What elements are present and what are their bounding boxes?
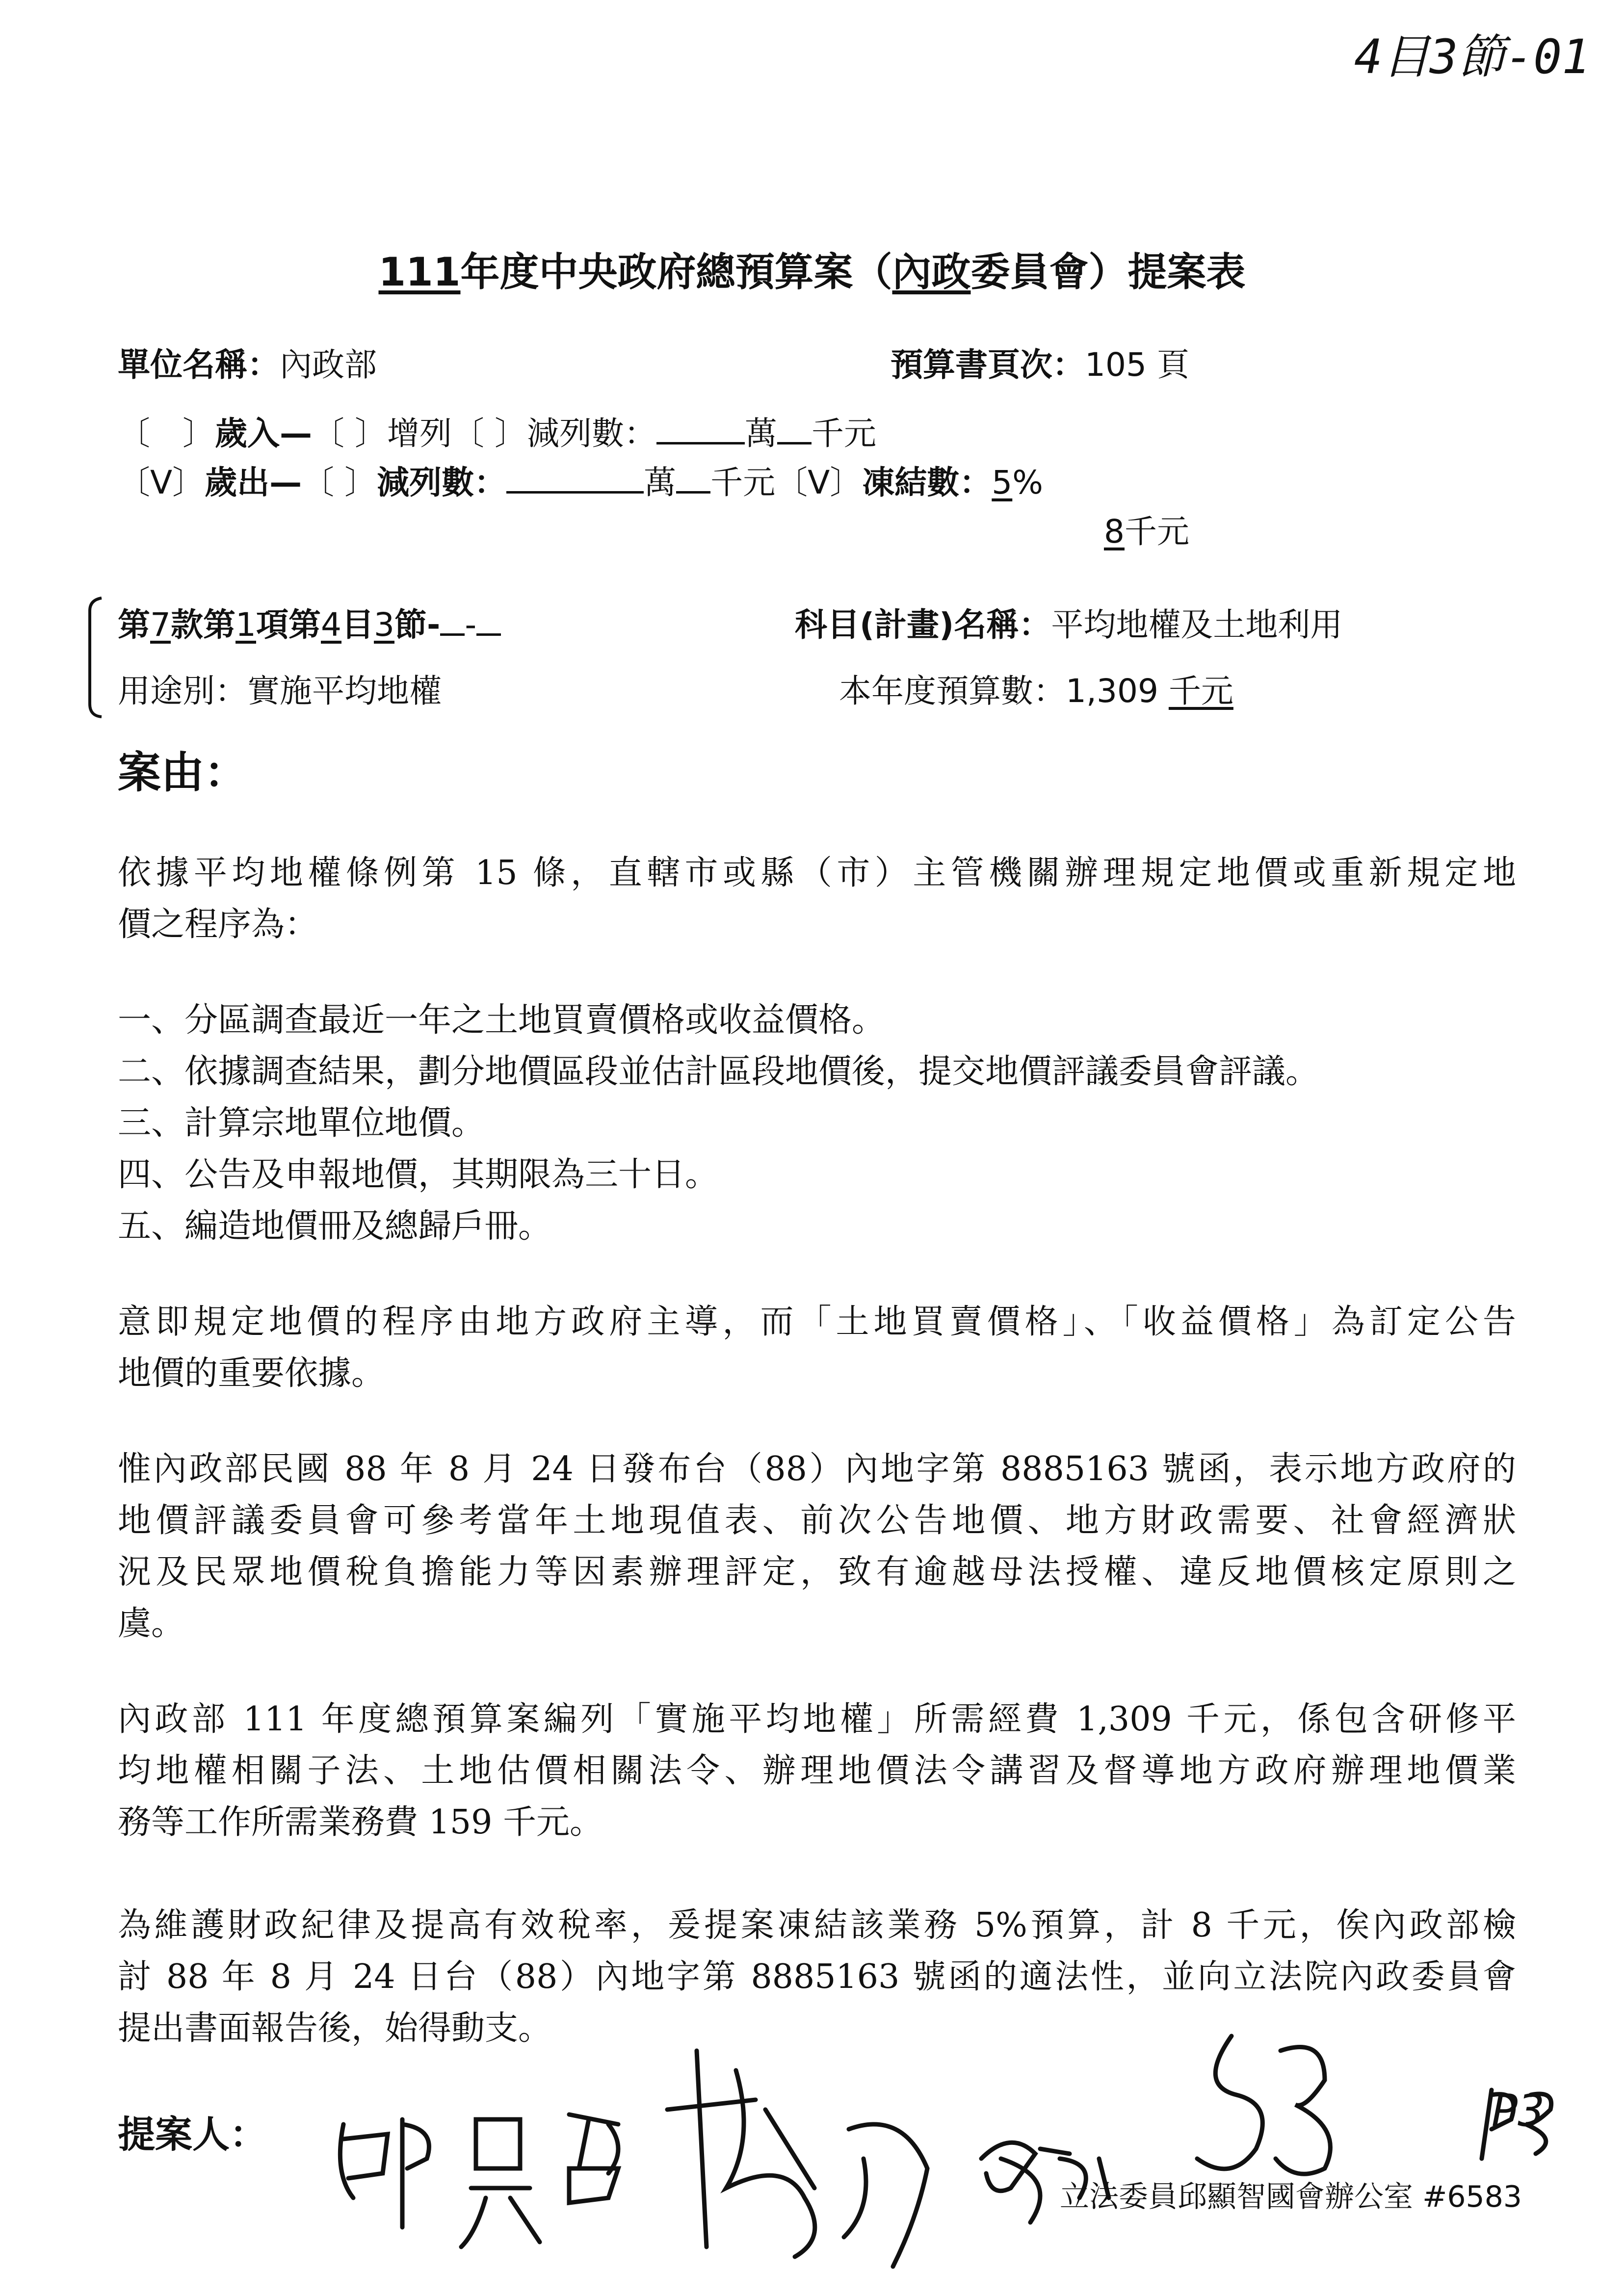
freeze-amount-value: 8: [1104, 513, 1125, 550]
handwritten-reference: 4目3節-01: [1354, 29, 1590, 84]
freeze-label: 凍結數：: [862, 464, 992, 501]
subject-label: 科目(計畫)名稱：: [795, 606, 1051, 644]
paragraph-line: 虞。: [118, 1604, 185, 1643]
paragraph-line: 價之程序為：: [118, 905, 318, 944]
unit-qian: 千元: [811, 415, 876, 452]
item-jie: 3: [374, 606, 394, 644]
reason-heading: 案由：: [118, 747, 248, 798]
freeze-amount-unit: 千元: [1125, 513, 1189, 550]
item-text: 項第: [256, 606, 321, 644]
item-text: 目: [341, 606, 374, 644]
item-kuan: 7: [150, 606, 171, 644]
usage-value: 實施平均地權: [247, 672, 442, 710]
item-text: 第: [118, 606, 150, 644]
unit-wan: 萬: [644, 464, 677, 501]
paragraph-line: 依據平均地權條例第 15 條，直轄市或縣（市）主管機關辦理規定地價或重新規定地: [118, 854, 1516, 892]
expense-label: 歲出—: [205, 464, 302, 501]
paragraph-line: 地價評議委員會可參考當年土地現值表、前次公告地價、地方財政需要、社會經濟狀: [118, 1501, 1516, 1540]
decrease-label: 減列數：: [377, 464, 507, 501]
page-mark: P3: [1492, 2085, 1545, 2137]
budget-page-value: 105 頁: [1085, 346, 1189, 384]
office-stamp: 立法委員邱顯智國會辦公室 #6583: [1060, 2180, 1522, 2214]
freeze-amount: [1104, 505, 1189, 552]
paragraph-line: 內政部 111 年度總預算案編列「實施平均地權」所需經費 1,309 千元，係包含研修平: [118, 1700, 1516, 1739]
bracket: [86, 596, 105, 719]
paragraph-line: 討 88 年 8 月 24 日台（88）內地字第 8885163 號函的適法性，並向立法院內政委員會: [118, 1957, 1516, 1996]
freeze-checkbox: 〔V〕: [775, 464, 863, 501]
paragraph-line: 三、計算宗地單位地價。: [118, 1104, 485, 1143]
expense-row: [118, 456, 1043, 503]
increase-label: 增列: [387, 415, 452, 452]
annual-budget-label: 本年度預算數：: [839, 672, 1066, 710]
revenue-label: 歲入—: [215, 415, 312, 452]
item-xiang: 1: [236, 606, 256, 644]
paragraph-line: 四、公告及申報地價，其期限為三十日。: [118, 1155, 719, 1194]
signatures: [314, 2011, 1590, 2296]
title-part: 年度中央政府總預算案（: [460, 249, 892, 295]
revenue-checkbox: 〔 〕: [118, 415, 215, 452]
usage-label: 用途別：: [118, 672, 247, 710]
unit-qian: 千元: [710, 464, 776, 501]
budget-item-code: [118, 599, 501, 645]
subject-name: [795, 599, 1342, 645]
decrease-checkbox: 〔 〕: [302, 464, 377, 501]
title-part: 委員會）提案表: [970, 249, 1246, 295]
paragraph-line: 為維護財政紀律及提高有效稅率，爰提案凍結該業務 5%預算，計 8 千元，俟內政部檢: [118, 1906, 1516, 1945]
page-title: [0, 240, 1624, 297]
annual-budget-unit: 千元: [1168, 672, 1233, 710]
item-mu: 4: [321, 606, 341, 644]
paragraph-line: 況及民眾地價稅負擔能力等因素辦理評定，致有逾越母法授權、違反地價核定原則之: [118, 1553, 1516, 1592]
annual-budget-value: 1,309: [1066, 672, 1158, 710]
unit-value: 內政部: [280, 346, 377, 384]
paragraph-line: 均地權相關子法、土地估價相關法令、辦理地價法令講習及督導地方政府辦理地價業: [118, 1751, 1516, 1790]
item-text: 款第: [171, 606, 236, 644]
paragraph-line: 五、編造地價冊及總歸戶冊。: [118, 1207, 552, 1246]
blank-field: [656, 413, 745, 444]
proposer-label: 提案人：: [118, 2113, 267, 2156]
blank-field: [506, 462, 644, 494]
paragraph-line: 地價的重要依據。: [118, 1354, 385, 1393]
item-text: 節-: [394, 606, 441, 644]
budget-page: [891, 339, 1189, 385]
usage: [118, 665, 442, 711]
paragraph-line: 務等工作所需業務費 159 千元。: [118, 1803, 603, 1842]
paragraph-line: 二、依據調查結果，劃分地價區段並估計區段地價後，提交地價評議委員會評議。: [118, 1052, 1319, 1091]
title-year: 111: [378, 249, 461, 295]
paragraph-line: 提出書面報告後，始得動支。: [118, 2009, 552, 2048]
decrease-label: 減列數：: [526, 415, 656, 452]
increase-checkbox: 〔 〕: [312, 415, 387, 452]
unit-name: [118, 339, 377, 385]
revenue-row: [118, 407, 876, 454]
budget-page-label: 預算書頁次：: [891, 346, 1085, 384]
paragraph-line: 一、分區調查最近一年之土地買賣價格或收益價格。: [118, 1001, 886, 1040]
blank-field: [440, 604, 465, 636]
unit-wan: 萬: [744, 415, 777, 452]
paragraph-line: 惟內政部民國 88 年 8 月 24 日發布台（88）內地字第 8885163 號函，表示地方政府的: [118, 1450, 1516, 1488]
freeze-percent: 5: [992, 464, 1013, 501]
unit-label: 單位名稱：: [118, 346, 280, 384]
annual-budget: [839, 665, 1233, 711]
title-committee: 內政: [892, 249, 971, 295]
blank-field: [777, 413, 812, 444]
blank-field: [476, 604, 501, 636]
subject-value: 平均地權及土地利用: [1051, 606, 1343, 644]
expense-checkbox: 〔V〕: [118, 464, 205, 501]
item-dash: -: [465, 606, 477, 644]
percent-sign: %: [1012, 464, 1044, 501]
blank-field: [676, 462, 710, 494]
paragraph-line: 意即規定地價的程序由地方政府主導，而「土地買賣價格」、「收益價格」為訂定公告: [118, 1303, 1516, 1341]
decrease-checkbox: 〔 〕: [451, 415, 527, 452]
